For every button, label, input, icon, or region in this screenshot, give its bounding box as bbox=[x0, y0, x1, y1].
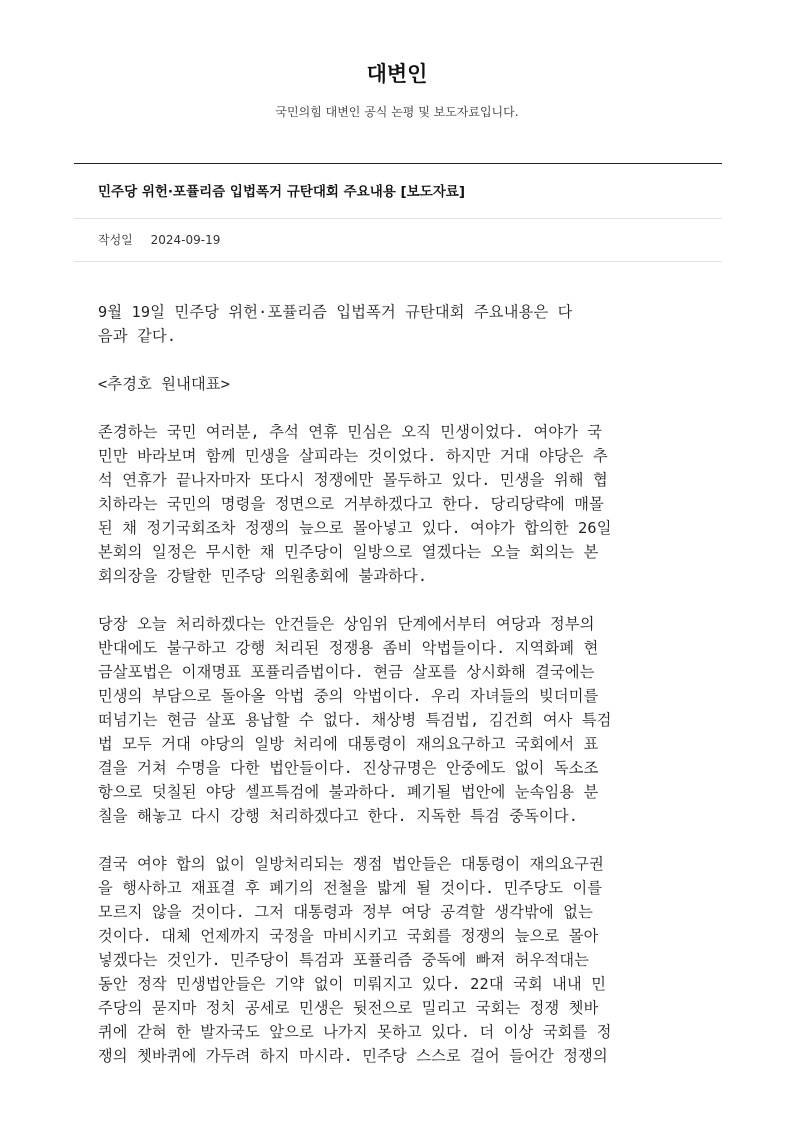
content-line: 금살포법은 이재명표 포퓰리즘법이다. 현금 살포를 상시화해 결국에는 bbox=[98, 663, 595, 681]
content-line: 치하라는 국민의 명령을 정면으로 거부하겠다고 한다. 당리당략에 매몰 bbox=[98, 495, 605, 513]
content-line: 민만 바라보며 함께 민생을 살피라는 것이었다. 하지만 거대 야당은 추 bbox=[98, 447, 608, 465]
content-line: 결국 여야 합의 없이 일방처리되는 쟁점 법안들은 대통령이 재의요구권 bbox=[98, 855, 605, 873]
meta-divider bbox=[74, 261, 722, 262]
header-divider bbox=[74, 163, 722, 164]
content-line: 음과 같다. bbox=[98, 327, 177, 345]
content-line: 항으로 덧칠된 야당 셀프특검에 불과하다. 폐기될 법안에 눈속임용 분 bbox=[98, 783, 599, 801]
content-line: 석 연휴가 끝나자마자 또다시 정쟁에만 몰두하고 있다. 민생을 위해 협 bbox=[98, 471, 608, 489]
date-label: 작성일 bbox=[98, 233, 133, 247]
content-line: 동안 정작 민생법안들은 기약 없이 미뤄지고 있다. 22대 국회 내내 민 bbox=[98, 975, 607, 993]
post-content bbox=[98, 300, 698, 1068]
content-paragraph bbox=[98, 420, 698, 588]
content-line: 을 행사하고 재표결 후 폐기의 전철을 밟게 될 것이다. 민주당도 이를 bbox=[98, 879, 603, 897]
content-line: 칠을 해놓고 다시 강행 처리하겠다고 한다. 지독한 특검 중독이다. bbox=[98, 807, 579, 825]
paragraph-gap bbox=[98, 396, 698, 420]
content-line: 모르지 않을 것이다. 그저 대통령과 정부 여당 공격할 생각밖에 없는 bbox=[98, 903, 593, 921]
content-line: 민생의 부담으로 돌아올 악법 중의 악법이다. 우리 자녀들의 빚더미를 bbox=[98, 687, 599, 705]
content-line: 존경하는 국민 여러분, 추석 연휴 민심은 오직 민생이었다. 여야가 국 bbox=[98, 423, 603, 441]
content-line: 것이다. 대체 언제까지 국정을 마비시키고 국회를 정쟁의 늪으로 몰아 bbox=[98, 927, 599, 945]
content-line: <추경호 원내대표> bbox=[98, 375, 231, 393]
content-line: 반대에도 불구하고 강행 처리된 정쟁용 좀비 악법들이다. 지역화폐 현 bbox=[98, 639, 599, 657]
paragraph-gap bbox=[98, 588, 698, 612]
content-line: 떠넘기는 현금 살포 용납할 수 없다. 채상병 특검법, 김건희 여사 특검 bbox=[98, 711, 612, 729]
content-line: 된 채 정기국회조차 정쟁의 늪으로 몰아넣고 있다. 여야가 합의한 26일 bbox=[98, 519, 612, 537]
content-line: 법 모두 거대 야당의 일방 처리에 대통령이 재의요구하고 국회에서 표 bbox=[98, 735, 599, 753]
blog-description: 국민의힘 대변인 공식 논평 및 보도자료입니다. bbox=[275, 105, 519, 119]
content-line: 쟁의 쳇바퀴에 가두려 하지 마시라. 민주당 스스로 걸어 들어간 정쟁의 bbox=[98, 1047, 608, 1065]
post-title[interactable]: 민주당 위헌·포퓰리즘 입법폭거 규탄대회 주요내용 [보도자료] bbox=[98, 184, 465, 200]
content-line: 주당의 묻지마 정치 공세로 민생은 뒷전으로 밀리고 국회는 정쟁 쳇바 bbox=[98, 999, 599, 1017]
blog-title[interactable]: 대변인 bbox=[366, 62, 428, 86]
post-date: 2024-09-19 bbox=[150, 233, 221, 247]
paragraph-gap bbox=[98, 828, 698, 852]
content-line: 결을 거쳐 수명을 다한 법안들이다. 진상규명은 안중에도 없이 독소조 bbox=[98, 759, 599, 777]
content-paragraph bbox=[98, 852, 698, 1068]
post-meta bbox=[98, 231, 220, 249]
content-line: 퀴에 갇혀 한 발자국도 앞으로 나가지 못하고 있다. 더 이상 국회를 정 bbox=[98, 1023, 612, 1041]
content-line: 본회의 일정은 무시한 채 민주당이 일방으로 열겠다는 오늘 회의는 본 bbox=[98, 543, 599, 561]
content-line: 당장 오늘 처리하겠다는 안건들은 상임위 단계에서부터 여당과 정부의 bbox=[98, 615, 595, 633]
title-divider bbox=[74, 218, 722, 219]
content-paragraph bbox=[98, 300, 698, 348]
paragraph-gap bbox=[98, 348, 698, 372]
content-line: 회의장을 강탈한 민주당 의원총회에 불과하다. bbox=[98, 567, 428, 585]
content-paragraph bbox=[98, 612, 698, 828]
content-line: 9월 19일 민주당 위헌·포퓰리즘 입법폭거 규탄대회 주요내용은 다 bbox=[98, 303, 573, 321]
content-paragraph bbox=[98, 372, 698, 396]
content-line: 넣겠다는 것인가. 민주당이 특검과 포퓰리즘 중독에 빠져 허우적대는 bbox=[98, 951, 590, 969]
